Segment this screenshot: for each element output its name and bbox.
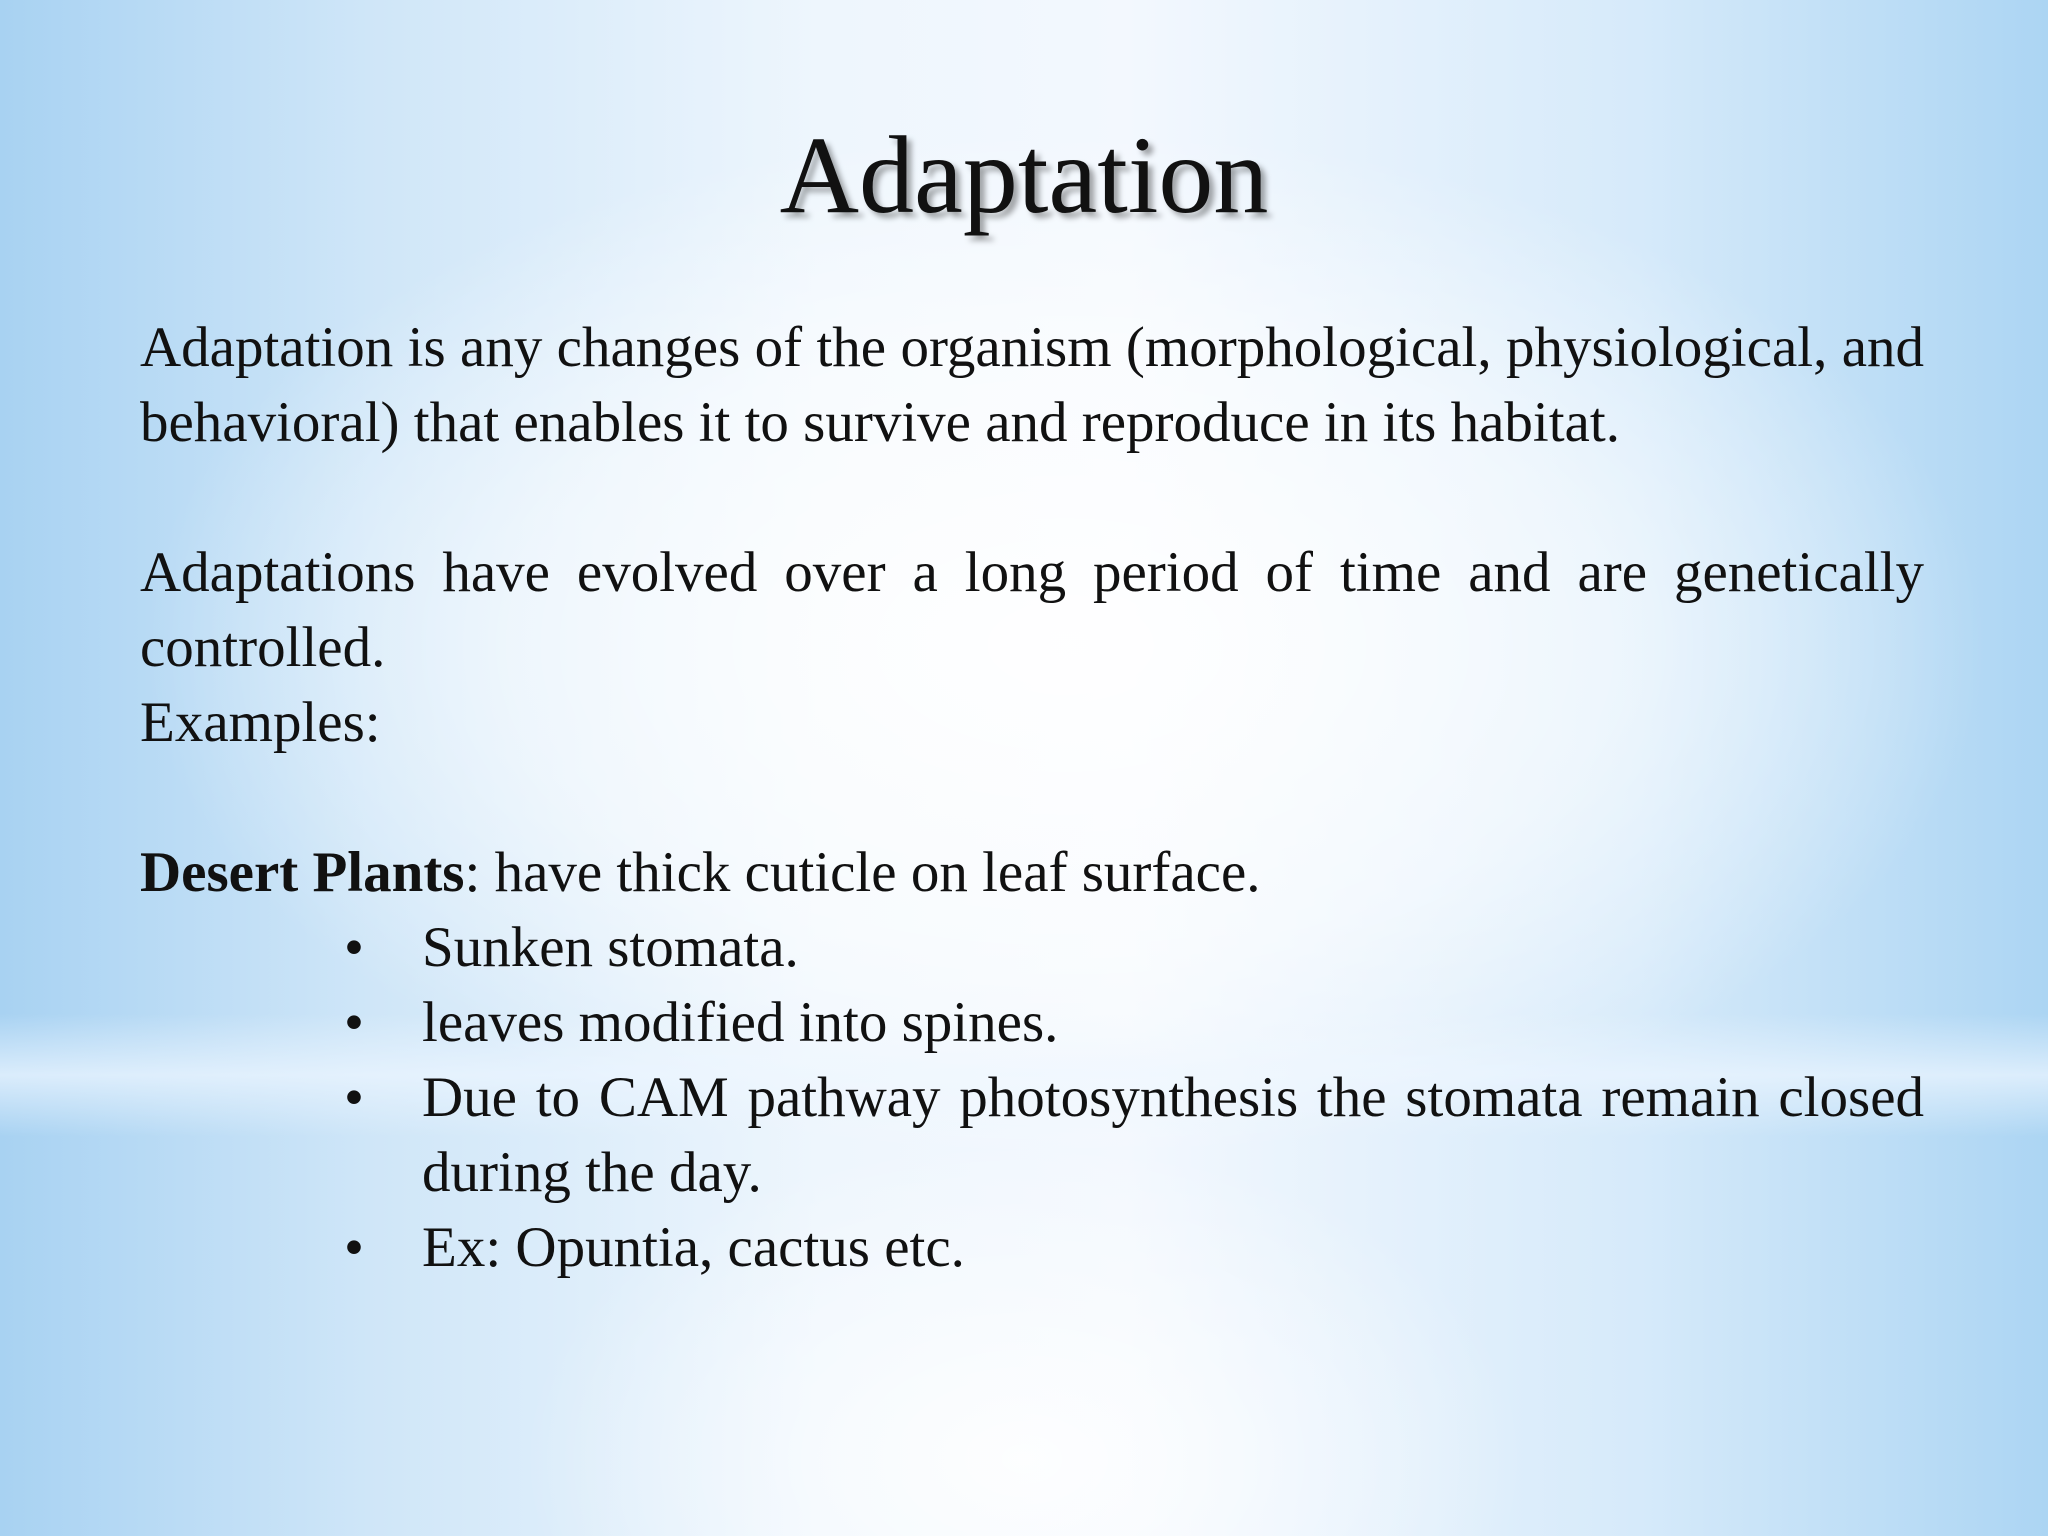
list-item bbox=[344, 985, 1924, 1060]
desert-plants-label: Desert Plants bbox=[140, 841, 465, 904]
list-item bbox=[344, 1210, 1924, 1285]
bullet-text: Due to CAM pathway photosynthesis the stomata remain closed during the day. bbox=[422, 1066, 1924, 1204]
definition-paragraph: Adaptation is any changes of the organism (morphological, physiological, and behavioral) that enables it to survive and reproduce in its habitat. bbox=[140, 316, 1924, 454]
desert-plants-text: : have thick cuticle on leaf surface. bbox=[464, 841, 1261, 904]
list-item bbox=[344, 1060, 1924, 1210]
desert-plants-line bbox=[140, 835, 1924, 910]
slide-title: Adaptation bbox=[779, 114, 1269, 236]
slide-body bbox=[140, 310, 1924, 1285]
bullet-text: Ex: Opuntia, cactus etc. bbox=[422, 1216, 965, 1279]
adaptation-bullet-list bbox=[140, 910, 1924, 1285]
examples-label: Examples: bbox=[140, 691, 381, 754]
bullet-icon: • bbox=[344, 916, 364, 979]
spacer bbox=[140, 460, 1924, 535]
evolution-paragraph: Adaptations have evolved over a long period of time and are genetically controlled. bbox=[140, 541, 1924, 679]
spacer bbox=[140, 760, 1924, 835]
bullet-icon: • bbox=[344, 991, 364, 1054]
bullet-text: leaves modified into spines. bbox=[422, 991, 1059, 1054]
bullet-text: Sunken stomata. bbox=[422, 916, 799, 979]
bullet-icon: • bbox=[344, 1216, 364, 1279]
bullet-icon: • bbox=[344, 1066, 364, 1129]
list-item bbox=[344, 910, 1924, 985]
